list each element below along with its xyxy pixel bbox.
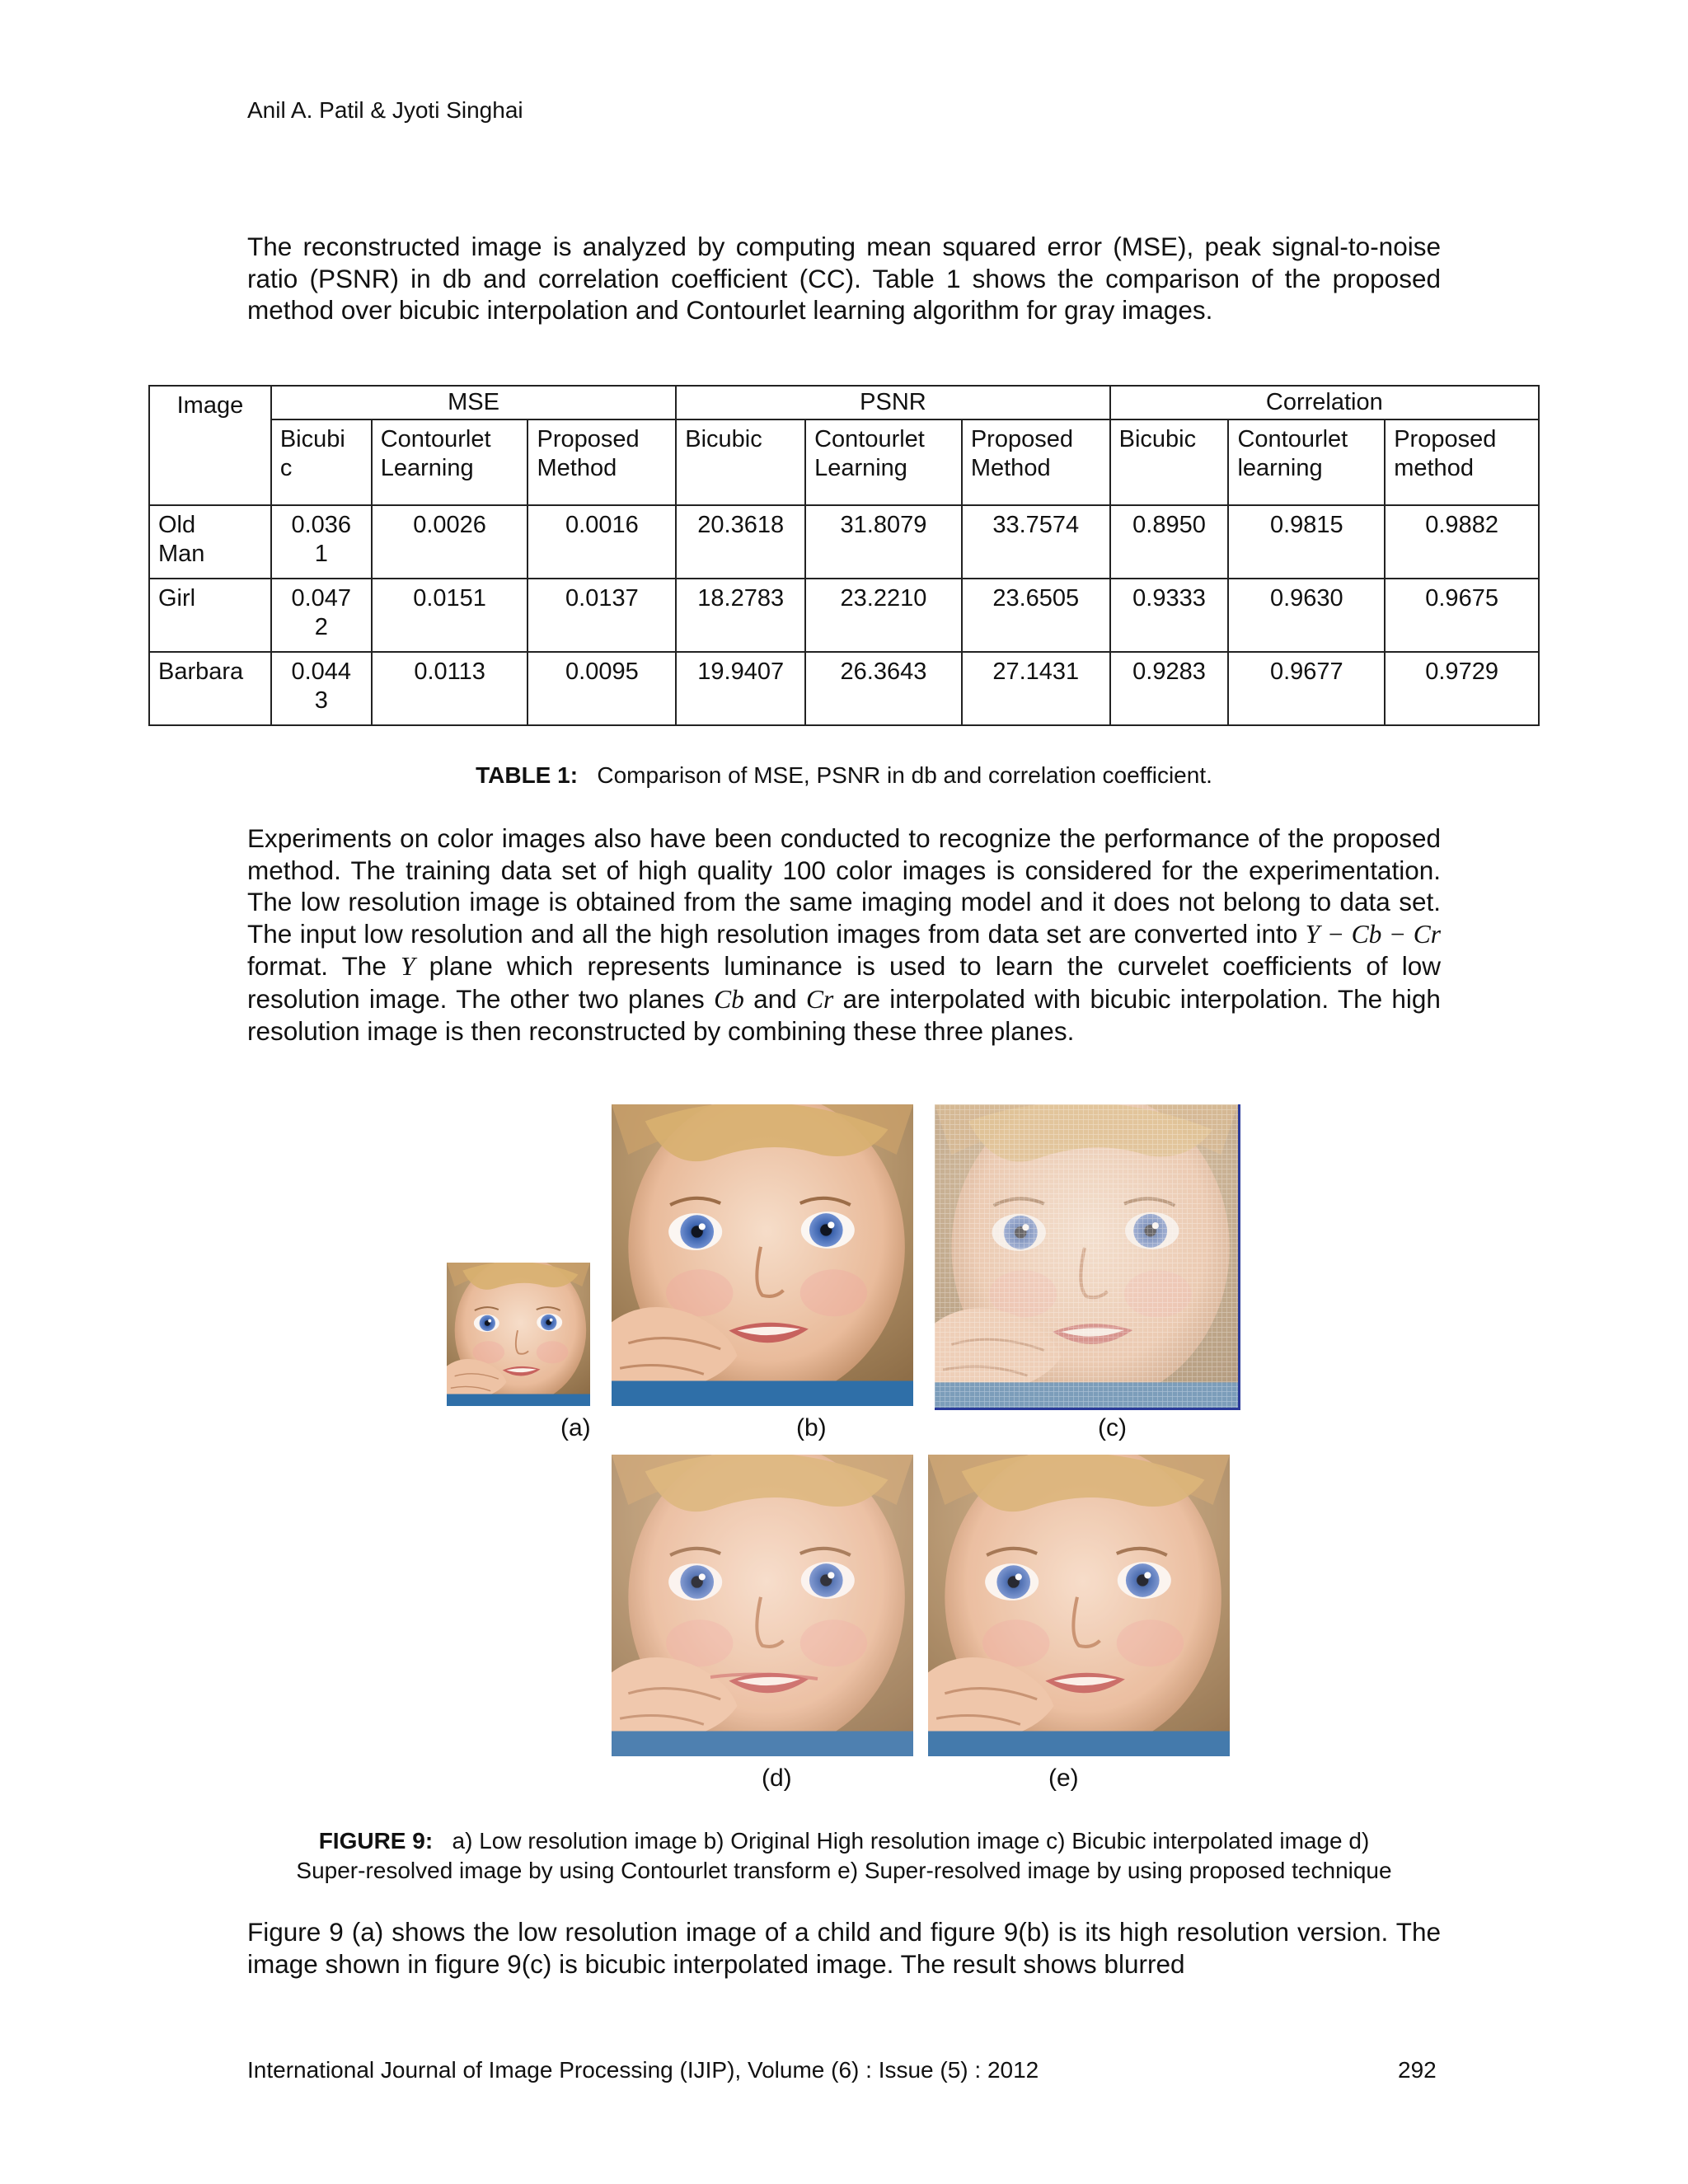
row-image-label: Barbara [158,658,244,685]
original-face-image [612,1104,913,1406]
figure-label-c: (c) [1098,1414,1127,1441]
subheader-line: Proposed [970,426,1073,452]
subheader-line: Contourlet [1237,426,1348,452]
figure-9e-image [928,1455,1230,1756]
subheader-cell [676,419,805,505]
row-image-cell [149,505,271,579]
subheader-line: learning [1237,455,1323,481]
table-cell: 18.2783 [676,579,805,652]
experiments-paragraph [247,823,1441,1047]
subheader-cell [372,419,528,505]
table-cell: 0.9283 [1110,652,1229,725]
journal-footer: International Journal of Image Processing (IJIP), Volume (6) : Issue (5) : 2012 [247,2057,1039,2083]
cr-math: Cr [805,984,834,1014]
subheader-cell [805,419,962,505]
table-cell: 0.9677 [1228,652,1385,725]
subheader-line: Contourlet [814,426,925,452]
table-cell: 26.3643 [805,652,962,725]
table-caption [0,762,1688,789]
low-resolution-face-image [447,1263,590,1406]
page-number: 292 [1398,2057,1437,2083]
table-cell: 0.9729 [1385,652,1539,725]
psnr-group-header: PSNR [676,386,1109,419]
subheader-line: Bicubic [685,426,762,452]
table-cell: 33.7574 [962,505,1110,579]
table-cell: 0.9882 [1385,505,1539,579]
table-row [149,579,1539,652]
contourlet-face-image [612,1455,913,1756]
cell-value: 0.047 [291,585,352,612]
bicubic-mse-cell [271,579,372,652]
subheader-line: Method [537,455,617,481]
subheader-cell [1385,419,1539,505]
results-table [148,385,1540,726]
subheader-line: Proposed [537,426,640,452]
subheader-line: Learning [814,455,907,481]
table-cell: 27.1431 [962,652,1110,725]
subheader-line: Bicubic [1118,426,1197,452]
experiments-text-4: are interpolated with bicubic interpolation. The high resolution image is then reconstructed by combining these three planes. [247,983,1441,1046]
subheader-line: Proposed [1394,426,1497,452]
table-group-header-row [149,386,1539,419]
figure-caption-text-1: a) Low resolution image b) Original High resolution image c) Bicubic interpolated image d) [452,1828,1370,1854]
correlation-group-header: Correlation [1110,386,1539,419]
table-cell: 0.9630 [1228,579,1385,652]
subheader-cell [1228,419,1385,505]
figure-9d-image [612,1455,913,1756]
table-cell: 0.0026 [372,505,528,579]
subheader-line: Method [970,455,1051,481]
figure-9b-image [612,1104,913,1406]
row-image-label: Man [158,541,205,567]
running-header: Anil A. Patil & Jyoti Singhai [247,97,523,123]
bicubic-face-image [935,1104,1238,1408]
figure-caption-line-1 [0,1826,1688,1856]
figure-9a-image [447,1263,590,1406]
subheader-line: c [279,455,293,481]
table-row [149,505,1539,579]
image-header: Image [176,392,244,419]
subheader-cell [1110,419,1229,505]
row-image-label: Old [158,512,196,538]
table-cell: 0.0016 [528,505,676,579]
subheader-line: Learning [380,455,474,481]
table-cell: 0.0113 [372,652,528,725]
subheader-cell [528,419,676,505]
bicubic-mse-cell [271,652,372,725]
proposed-face-image [928,1455,1230,1756]
closing-paragraph: Figure 9 (a) shows the low resolution image of a child and figure 9(b) is its high resolution version. The image shown in figure 9(c) is bicubic interpolated image. The result shows blurred [247,1917,1441,1979]
table-caption-text: Comparison of MSE, PSNR in db and correlation coefficient. [597,762,1212,788]
figure-label-a: (a) [560,1414,591,1441]
table-cell: 0.9815 [1228,505,1385,579]
table-cell: 19.9407 [676,652,805,725]
ycbcr-math: Y − Cb − Cr [1305,919,1441,949]
row-image-label: Girl [158,585,196,612]
cb-math: Cb [714,984,744,1014]
mse-group-header: MSE [271,386,676,419]
figure-label-b: (b) [796,1414,827,1441]
table-cell: 23.6505 [962,579,1110,652]
table-cell: 0.9675 [1385,579,1539,652]
experiments-text-3: plane which represents luminance is used to learn the curvelet coefficients of low resolution image. The other two planes [247,951,1441,1014]
subheader-cell [271,419,372,505]
table-cell: 0.8950 [1110,505,1229,579]
cell-value: 0.044 [291,658,352,685]
experiments-text-2: format. The [247,951,387,981]
figure-caption-label: FIGURE 9: [318,1828,434,1854]
intro-paragraph: The reconstructed image is analyzed by computing mean squared error (MSE), peak signal-to-noise ratio (PSNR) in db and correlation coefficient (CC). Table 1 shows the comparison of the proposed method over bicubic interpolation and Contourlet learning algorithm for gray images. [247,232,1441,325]
table-subheader-row [149,419,1539,505]
table-cell: 0.0095 [528,652,676,725]
table-cell: 0.9333 [1110,579,1229,652]
y-math: Y [400,952,415,981]
subheader-cell [962,419,1110,505]
bicubic-mse-cell [271,505,372,579]
cell-value: 0.036 [291,512,352,538]
experiments-text-1: Experiments on color images also have been conducted to recognize the performance of the proposed method. The training data set of high quality 100 color images is considered for the experimentation. The low resolution image is obtained from the same imaging model and it does not belong to data set. The input low resolution and all the high resolution images from data set are converted into [247,823,1441,949]
figure-label-e: (e) [1048,1765,1079,1792]
figure-9c-image [935,1104,1240,1410]
cell-value: 3 [314,687,328,714]
row-image-cell [149,652,271,725]
table-cell: 0.0151 [372,579,528,652]
image-header-cell [149,386,271,505]
row-image-cell [149,579,271,652]
table-cell: 20.3618 [676,505,805,579]
cell-value: 2 [314,614,328,640]
figure-label-d: (d) [762,1765,792,1792]
table-row [149,652,1539,725]
subheader-line: Bicubi [279,426,345,452]
subheader-line: method [1394,455,1474,481]
cell-value: 1 [314,541,328,567]
table-cell: 31.8079 [805,505,962,579]
table-caption-label: TABLE 1: [476,762,579,788]
subheader-line: Contourlet [380,426,491,452]
figure-caption-line-2: Super-resolved image by using Contourlet transform e) Super-resolved image by using proposed technique [296,1858,1392,1883]
table-cell: 23.2210 [805,579,962,652]
table-cell: 0.0137 [528,579,676,652]
figure-caption [0,1826,1688,1886]
experiments-and: and [753,983,797,1014]
